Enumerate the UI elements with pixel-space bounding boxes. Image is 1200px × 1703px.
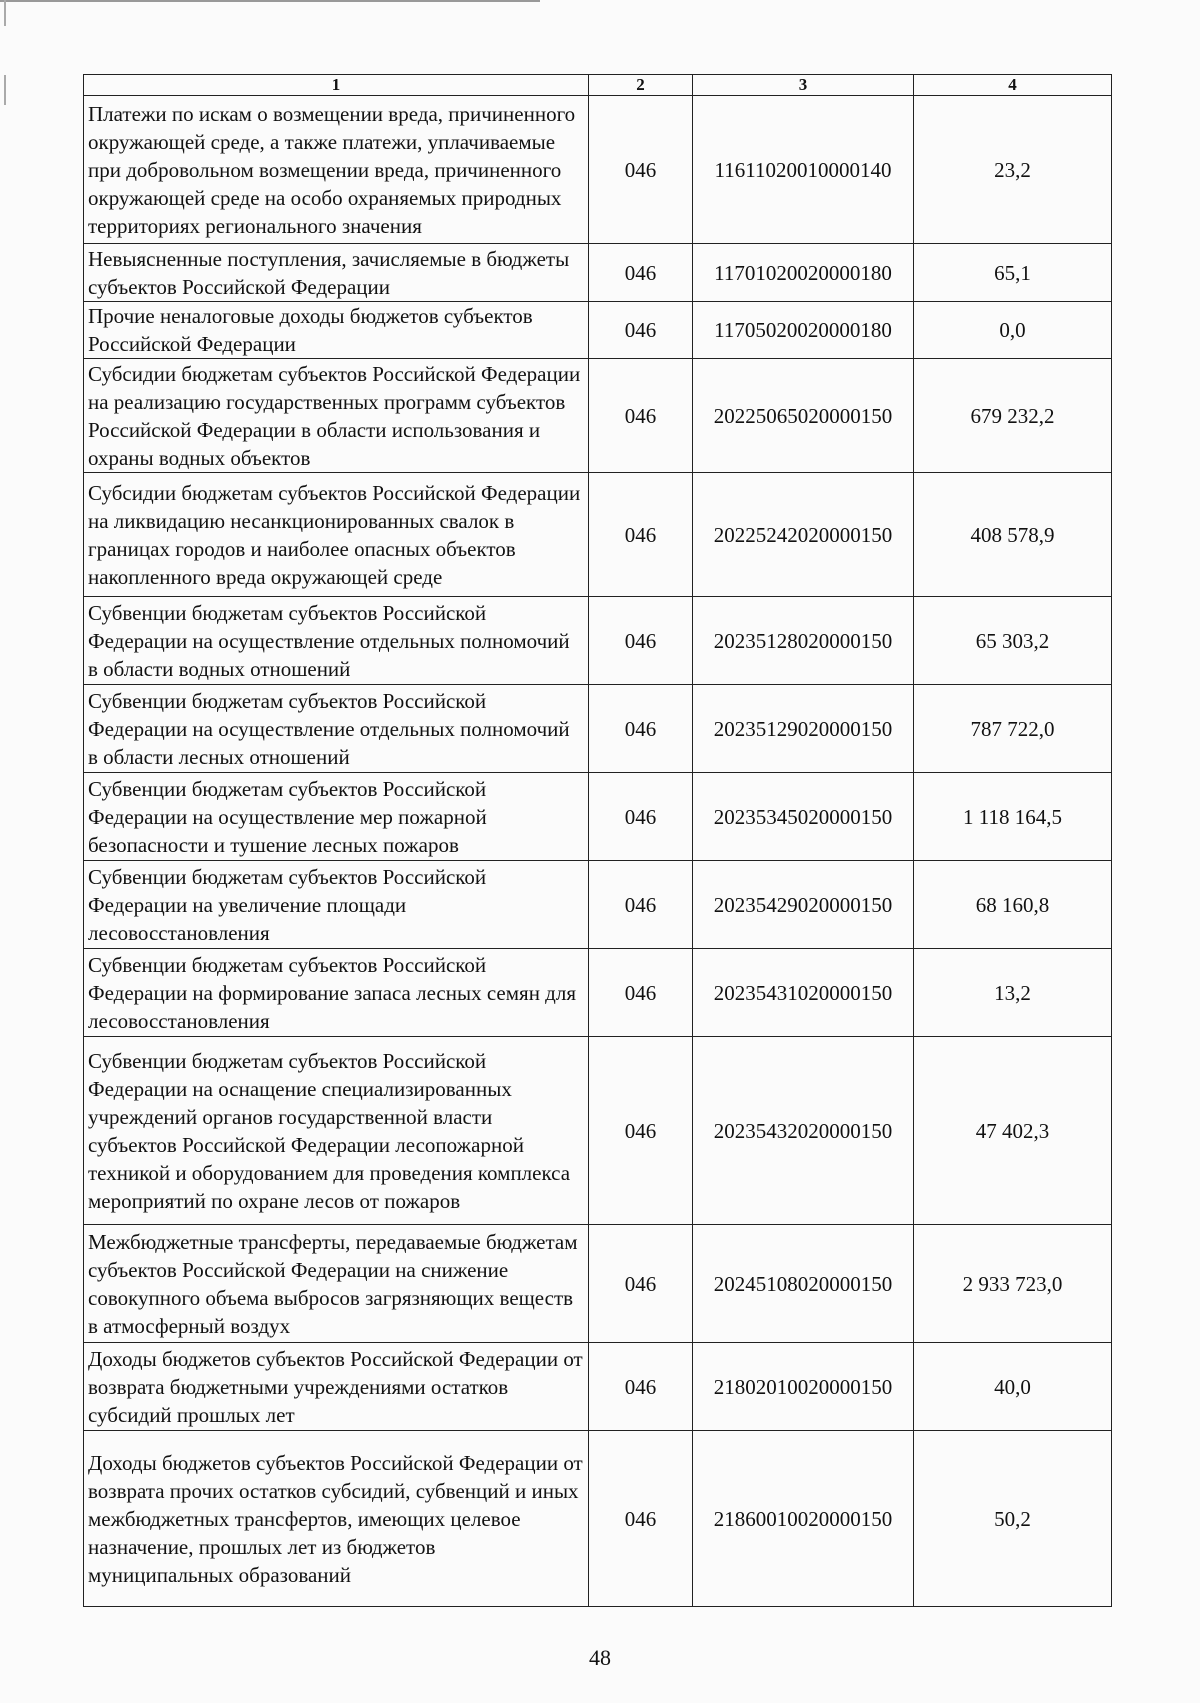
row-budget-code: 20235128020000150 bbox=[693, 597, 914, 685]
column-header-amount: 4 bbox=[914, 75, 1112, 96]
row-budget-code: 20235432020000150 bbox=[693, 1037, 914, 1225]
row-admin-code: 046 bbox=[589, 302, 693, 359]
row-budget-code: 21802010020000150 bbox=[693, 1343, 914, 1431]
row-admin-code: 046 bbox=[589, 359, 693, 473]
row-name: Доходы бюджетов субъектов Российской Федерации от возврата прочих остатков субсидий, субвенций и иных межбюджетных трансфертов, имеющих целевое назначение, прошлых лет из бюджетов муниципальных образований bbox=[84, 1431, 589, 1607]
row-admin-code: 046 bbox=[589, 597, 693, 685]
header-row bbox=[84, 75, 1112, 96]
table-row bbox=[84, 685, 1112, 773]
row-amount: 679 232,2 bbox=[914, 359, 1112, 473]
table-row bbox=[84, 96, 1112, 244]
row-amount: 23,2 bbox=[914, 96, 1112, 244]
row-name: Субвенции бюджетам субъектов Российской Федерации на формирование запаса лесных семян для лесовосстановления bbox=[84, 949, 589, 1037]
scan-left-mark bbox=[4, 75, 6, 105]
row-budget-code: 20235429020000150 bbox=[693, 861, 914, 949]
row-admin-code: 046 bbox=[589, 96, 693, 244]
row-budget-code: 11611020010000140 bbox=[693, 96, 914, 244]
row-budget-code: 11705020020000180 bbox=[693, 302, 914, 359]
row-budget-code: 20225065020000150 bbox=[693, 359, 914, 473]
row-admin-code: 046 bbox=[589, 1037, 693, 1225]
row-admin-code: 046 bbox=[589, 685, 693, 773]
table-row bbox=[84, 359, 1112, 473]
column-header-name: 1 bbox=[84, 75, 589, 96]
row-admin-code: 046 bbox=[589, 773, 693, 861]
row-amount: 0,0 bbox=[914, 302, 1112, 359]
column-header-admin: 2 bbox=[589, 75, 693, 96]
table-row bbox=[84, 949, 1112, 1037]
row-budget-code: 20235431020000150 bbox=[693, 949, 914, 1037]
row-name: Субсидии бюджетам субъектов Российской Федерации на ликвидацию несанкционированных свалок в границах городов и наиболее опасных объектов накопленного вреда окружающей среде bbox=[84, 473, 589, 597]
page-number: 48 bbox=[589, 1645, 611, 1670]
row-amount: 787 722,0 bbox=[914, 685, 1112, 773]
row-name: Субвенции бюджетам субъектов Российской Федерации на осуществление мер пожарной безопасности и тушение лесных пожаров bbox=[84, 773, 589, 861]
table-row bbox=[84, 1343, 1112, 1431]
row-name: Субвенции бюджетам субъектов Российской Федерации на осуществление отдельных полномочий в области водных отношений bbox=[84, 597, 589, 685]
row-amount: 47 402,3 bbox=[914, 1037, 1112, 1225]
table-row bbox=[84, 473, 1112, 597]
row-name: Субвенции бюджетам субъектов Российской Федерации на увеличение площади лесовосстановления bbox=[84, 861, 589, 949]
row-admin-code: 046 bbox=[589, 861, 693, 949]
row-name: Субсидии бюджетам субъектов Российской Федерации на реализацию государственных программ субъектов Российской Федерации в области использования и охраны водных объектов bbox=[84, 359, 589, 473]
row-name: Платежи по искам о возмещении вреда, причиненного окружающей среде, а также платежи, уплачиваемые при добровольном возмещении вреда, причиненного окружающей среде на особо охраняемых природных территориях регионального значения bbox=[84, 96, 589, 244]
row-admin-code: 046 bbox=[589, 949, 693, 1037]
row-admin-code: 046 bbox=[589, 1431, 693, 1607]
row-amount: 65,1 bbox=[914, 244, 1112, 302]
table-row bbox=[84, 302, 1112, 359]
row-amount: 408 578,9 bbox=[914, 473, 1112, 597]
scan-top-edge bbox=[0, 0, 540, 2]
row-name: Субвенции бюджетам субъектов Российской Федерации на осуществление отдельных полномочий в области лесных отношений bbox=[84, 685, 589, 773]
row-amount: 65 303,2 bbox=[914, 597, 1112, 685]
row-name: Межбюджетные трансферты, передаваемые бюджетам субъектов Российской Федерации на снижение совокупного объема выбросов загрязняющих веществ в атмосферный воздух bbox=[84, 1225, 589, 1343]
row-name: Невыясненные поступления, зачисляемые в бюджеты субъектов Российской Федерации bbox=[84, 244, 589, 302]
row-amount: 40,0 bbox=[914, 1343, 1112, 1431]
row-name: Субвенции бюджетам субъектов Российской Федерации на оснащение специализированных учреждений органов государственной власти субъектов Российской Федерации лесопожарной техникой и оборудованием для проведения комплекса мероприятий по охране лесов от пожаров bbox=[84, 1037, 589, 1225]
row-admin-code: 046 bbox=[589, 244, 693, 302]
column-header-code: 3 bbox=[693, 75, 914, 96]
table-row bbox=[84, 773, 1112, 861]
row-budget-code: 20225242020000150 bbox=[693, 473, 914, 597]
row-name: Прочие неналоговые доходы бюджетов субъектов Российской Федерации bbox=[84, 302, 589, 359]
table-row bbox=[84, 1037, 1112, 1225]
row-amount: 68 160,8 bbox=[914, 861, 1112, 949]
row-budget-code: 20235345020000150 bbox=[693, 773, 914, 861]
row-admin-code: 046 bbox=[589, 1225, 693, 1343]
row-admin-code: 046 bbox=[589, 473, 693, 597]
row-amount: 13,2 bbox=[914, 949, 1112, 1037]
row-amount: 50,2 bbox=[914, 1431, 1112, 1607]
row-amount: 1 118 164,5 bbox=[914, 773, 1112, 861]
scan-left-mark bbox=[4, 0, 6, 26]
row-budget-code: 20245108020000150 bbox=[693, 1225, 914, 1343]
row-budget-code: 11701020020000180 bbox=[693, 244, 914, 302]
row-admin-code: 046 bbox=[589, 1343, 693, 1431]
table-row bbox=[84, 1225, 1112, 1343]
table-row bbox=[84, 244, 1112, 302]
row-amount: 2 933 723,0 bbox=[914, 1225, 1112, 1343]
table-row bbox=[84, 1431, 1112, 1607]
row-budget-code: 21860010020000150 bbox=[693, 1431, 914, 1607]
row-name: Доходы бюджетов субъектов Российской Федерации от возврата бюджетными учреждениями остатков субсидий прошлых лет bbox=[84, 1343, 589, 1431]
revenue-table bbox=[83, 74, 1112, 1607]
row-budget-code: 20235129020000150 bbox=[693, 685, 914, 773]
table-row bbox=[84, 861, 1112, 949]
table-row bbox=[84, 597, 1112, 685]
